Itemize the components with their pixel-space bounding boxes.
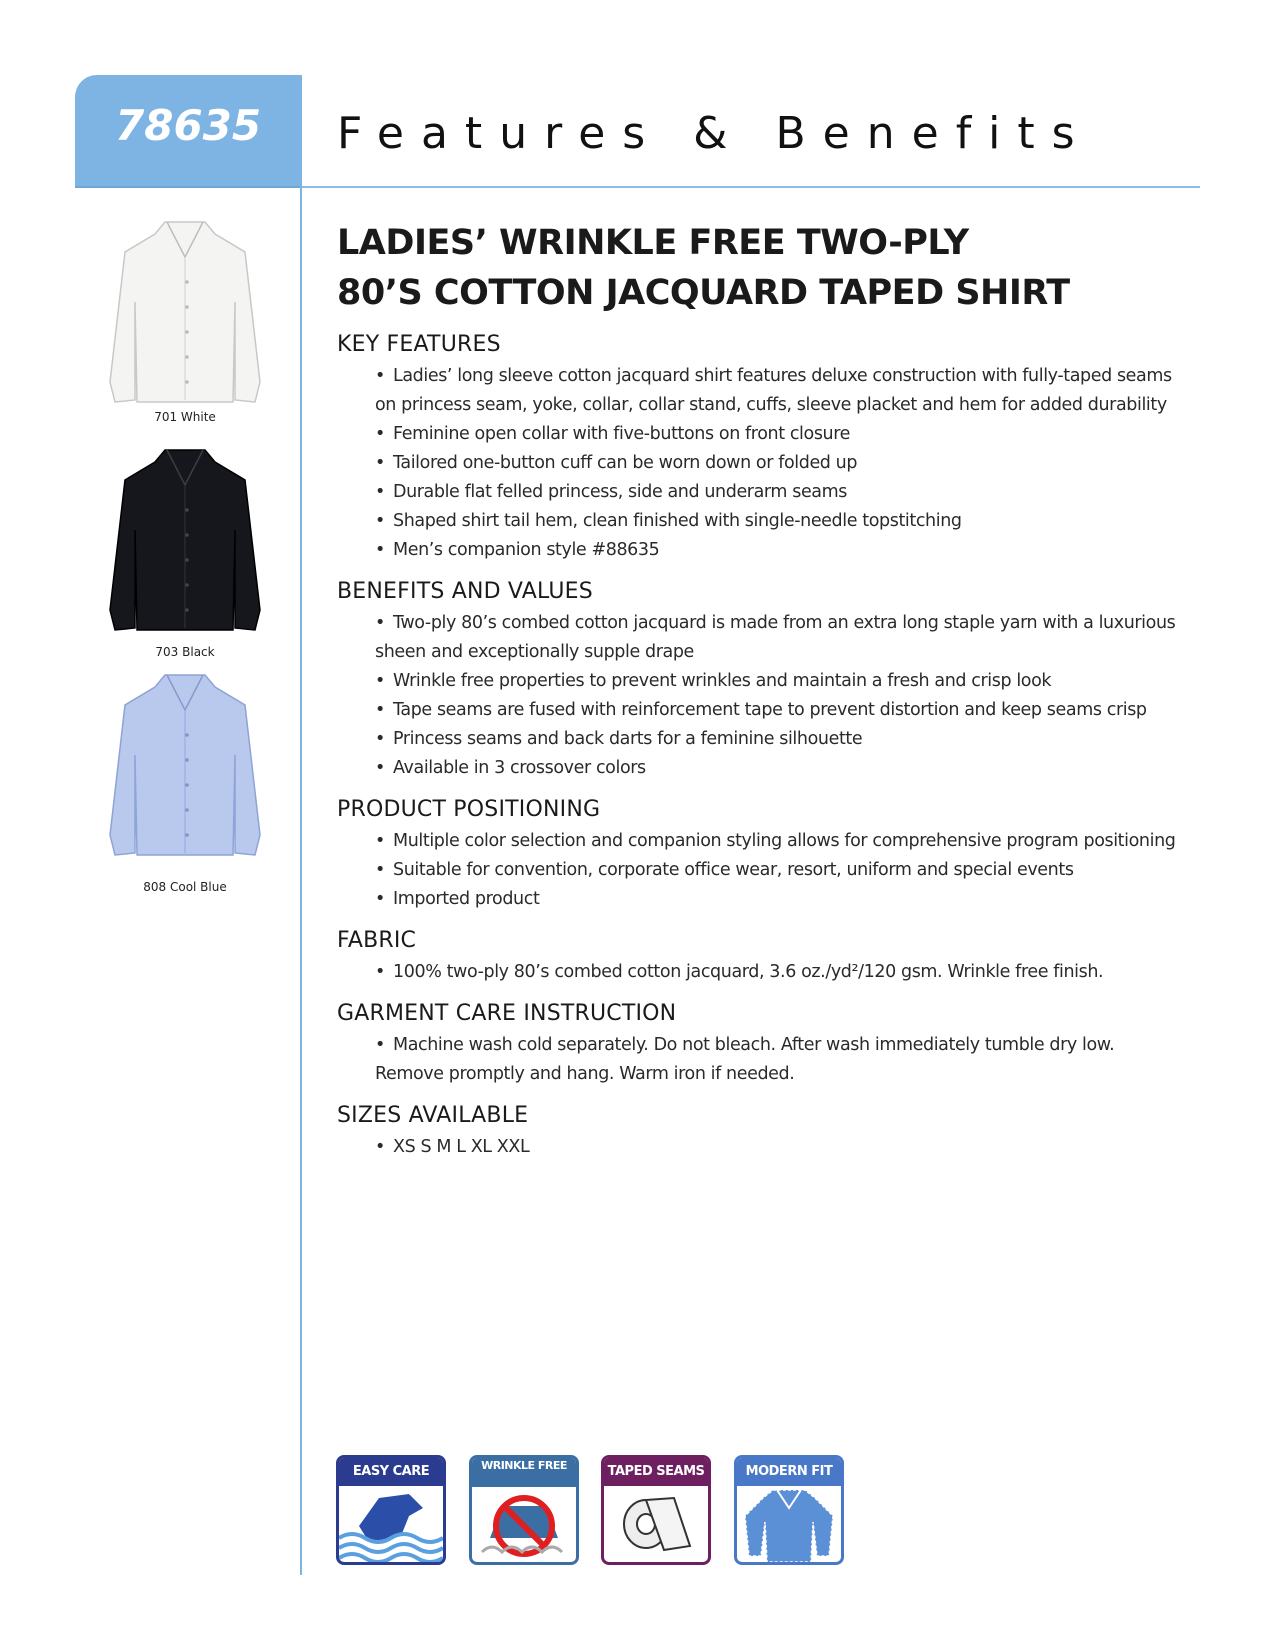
section-title: BENEFITS AND VALUES [337, 579, 593, 604]
bullet-item [337, 1133, 1187, 1162]
bullet-text: Multiple color selection and companion styling allows for comprehensive program positioning [393, 831, 1176, 851]
bullet-item [337, 536, 1187, 565]
sidebar-divider [300, 75, 302, 1575]
tape-roll-icon [604, 1486, 708, 1562]
bullet-item [337, 958, 1187, 987]
bullet-item [337, 667, 1187, 696]
bullet-dot: • [375, 831, 385, 851]
badge-modern-fit [734, 1455, 844, 1565]
bullet-dot: • [375, 700, 385, 720]
bullet-dot: • [375, 613, 385, 633]
bullet-item [337, 478, 1187, 507]
bullet-text: 100% two-ply 80’s combed cotton jacquard, 3.6 oz./yd²/120 gsm. Wrinkle free finish. [393, 962, 1104, 982]
bullet-text: Machine wash cold separately. Do not bleach. After wash immediately tumble dry low. Remove promptly and hang. Warm iron if needed. [375, 1035, 1115, 1084]
bullet-dot: • [375, 1035, 385, 1055]
tab-underline [75, 186, 300, 188]
bullet-item [337, 696, 1187, 725]
bullet-item [337, 1031, 1187, 1089]
bullet-dot: • [375, 729, 385, 749]
bullet-list [337, 609, 1187, 783]
bullet-list [337, 1031, 1187, 1089]
badge-easy-care [336, 1455, 446, 1565]
bullet-list [337, 827, 1187, 914]
product-title-line-2: 80’S COTTON JACQUARD TAPED SHIRT [337, 273, 1070, 313]
section-title: GARMENT CARE INSTRUCTION [337, 1001, 677, 1026]
bullet-item [337, 609, 1187, 667]
bullet-dot: • [375, 758, 385, 778]
badge-taped-seams [601, 1455, 711, 1565]
bullet-dot: • [375, 424, 385, 444]
shirt-image-white [95, 212, 275, 412]
product-title [337, 218, 1187, 318]
badge-label: WRINKLE FREE [472, 1458, 576, 1487]
bullet-text: Feminine open collar with five-buttons on front closure [393, 424, 851, 444]
bullet-item [337, 885, 1187, 914]
bullet-text: Tailored one-button cuff can be worn down or folded up [393, 453, 858, 473]
bullet-dot: • [375, 1137, 385, 1157]
shirt-image-cool-blue [95, 665, 275, 865]
bullet-text: Ladies’ long sleeve cotton jacquard shirt features deluxe construction with fully-taped seams on princess seam, yoke, collar, collar stand, cuffs, sleeve placket and hem for added durability [375, 366, 1172, 415]
bullet-list [337, 362, 1187, 565]
badge-label: TAPED SEAMS [604, 1458, 708, 1486]
bullet-text: Two-ply 80’s combed cotton jacquard is made from an extra long staple yarn with a luxurious sheen and exceptionally supple drape [375, 613, 1176, 662]
bullet-item [337, 449, 1187, 478]
bullet-dot: • [375, 540, 385, 560]
bullet-dot: • [375, 671, 385, 691]
sections [337, 330, 1187, 1162]
swatch-label-white: 701 White [154, 410, 216, 424]
bullet-dot: • [375, 511, 385, 531]
bullet-text: Men’s companion style #88635 [393, 540, 660, 560]
bullet-dot: • [375, 366, 385, 386]
swatch-label-black: 703 Black [155, 645, 215, 659]
shirt-image-black [95, 440, 275, 640]
style-number-tab [75, 75, 300, 187]
bullet-text: Tape seams are fused with reinforcement tape to prevent distortion and keep seams crisp [393, 700, 1147, 720]
bullet-item [337, 827, 1187, 856]
bullet-dot: • [375, 860, 385, 880]
shirt-water-icon [339, 1486, 443, 1562]
bullet-text: Shaped shirt tail hem, clean finished with single-needle topstitching [393, 511, 962, 531]
section-title: SIZES AVAILABLE [337, 1103, 529, 1128]
badge-wrinkle-free [469, 1455, 579, 1565]
section-title: PRODUCT POSITIONING [337, 797, 601, 822]
bullet-list [337, 1133, 1187, 1162]
bullet-item [337, 754, 1187, 783]
bullet-item [337, 725, 1187, 754]
main-content [337, 218, 1187, 1162]
header-rule [300, 186, 1200, 188]
bullet-item [337, 420, 1187, 449]
page-heading: Features & Benefits [337, 108, 1092, 159]
bullet-item [337, 507, 1187, 536]
badge-label: EASY CARE [339, 1458, 443, 1486]
swatch-label-cool-blue: 808 Cool Blue [143, 880, 227, 894]
bullet-list [337, 958, 1187, 987]
bullet-dot: • [375, 962, 385, 982]
fitted-shirt-icon [737, 1486, 841, 1562]
bullet-item [337, 856, 1187, 885]
bullet-text: Available in 3 crossover colors [393, 758, 646, 778]
bullet-dot: • [375, 453, 385, 473]
badge-label: MODERN FIT [737, 1458, 841, 1486]
style-number: 78635 [115, 101, 262, 150]
bullet-dot: • [375, 482, 385, 502]
bullet-text: Suitable for convention, corporate office wear, resort, uniform and special events [393, 860, 1074, 880]
bullet-text: Wrinkle free properties to prevent wrinkles and maintain a fresh and crisp look [393, 671, 1052, 691]
bullet-text: XS S M L XL XXL [393, 1137, 530, 1157]
bullet-text: Durable flat felled princess, side and underarm seams [393, 482, 848, 502]
bullet-text: Imported product [393, 889, 540, 909]
bullet-dot: • [375, 889, 385, 909]
section-title: FABRIC [337, 928, 417, 953]
section-title: KEY FEATURES [337, 332, 501, 357]
no-wrinkle-icon [472, 1486, 576, 1562]
product-title-line-1: LADIES’ WRINKLE FREE TWO-PLY [337, 223, 969, 263]
bullet-item [337, 362, 1187, 420]
bullet-text: Princess seams and back darts for a feminine silhouette [393, 729, 863, 749]
